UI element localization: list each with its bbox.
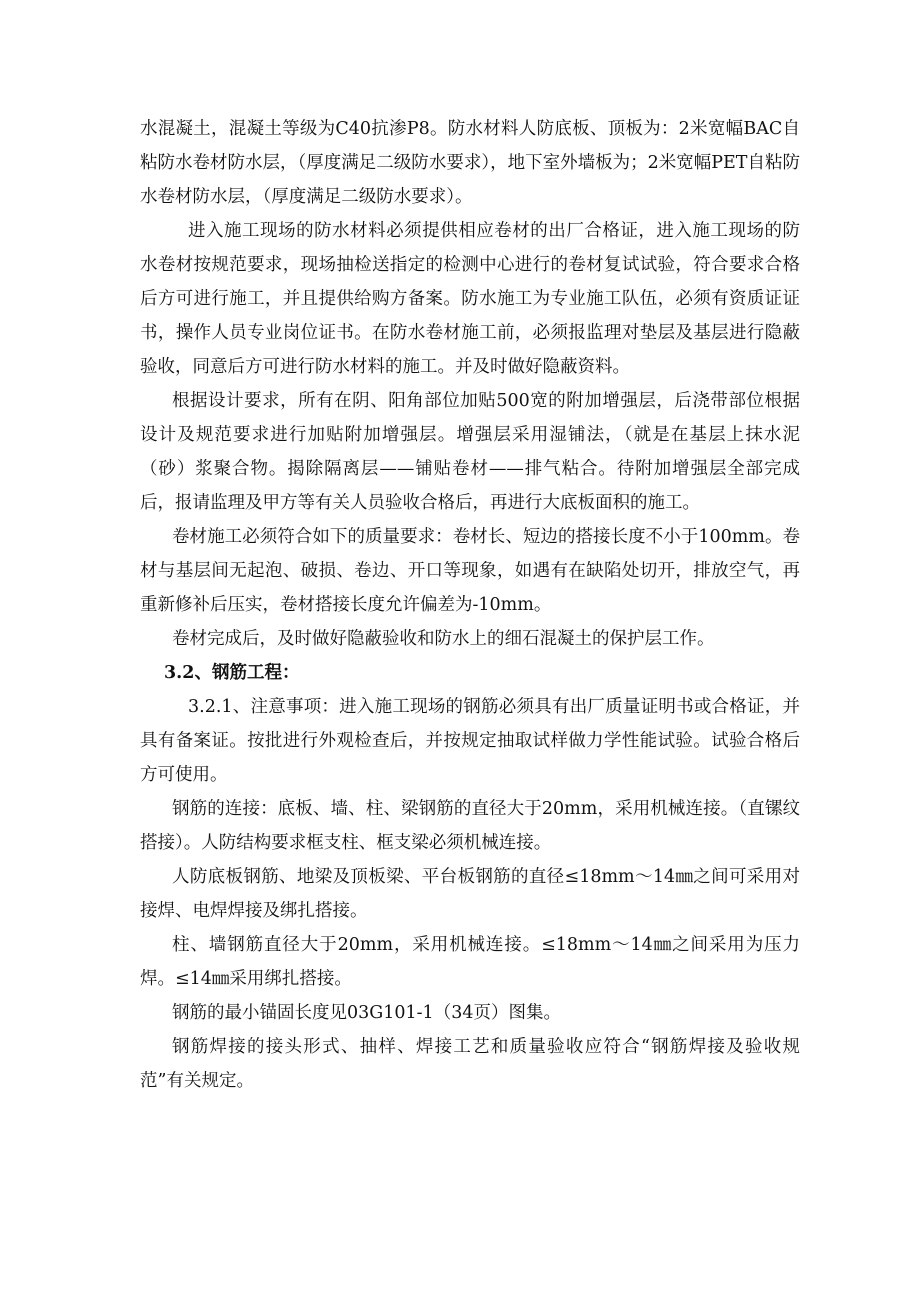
paragraph-quality-requirements: 卷材施工必须符合如下的质量要求：卷材长、短边的搭接长度不小于100mm。卷材与基层间无起泡、破损、卷边、开口等现象，如遇有在缺陷处切开，排放空气，再重新修补后压实，卷材搭接长度允许偏差为-10mm。: [140, 527, 800, 615]
paragraph-material-inspection: 进入施工现场的防水材料必须提供相应卷材的出厂合格证，进入施工现场的防水卷材按规范要求，现场抽检送指定的检测中心进行的卷材复试试验，符合要求合格后方可进行施工，并且提供给购方备案。防水施工为专业施工队伍，必须有资质证证书，操作人员专业岗位证书。在防水卷材施工前，必须报监理对垫层及基层进行隐蔽验收，同意后方可进行防水材料的施工。并及时做好隐蔽资料。: [140, 221, 800, 377]
paragraph-anchorage-length: 钢筋的最小锚固长度见03G101-1（34页）图集。: [172, 1003, 561, 1023]
paragraph-column-wall-rebar: 柱、墙钢筋直径大于20mm，采用机械连接。≤18mm～14㎜之间采用为压力焊。≤14㎜采用绑扎搭接。: [140, 935, 800, 989]
paragraph-rebar-connection: 钢筋的连接：底板、墙、柱、梁钢筋的直径大于20mm，采用机械连接。（直镙纹搭接）。人防结构要求框支柱、框支梁必须机械连接。: [140, 799, 800, 853]
paragraph-waterproof-materials: 水混凝土，混凝土等级为C40抗渗P8。防水材料人防底板、顶板为：2米宽幅BAC自粘防水卷材防水层，（厚度满足二级防水要求），地下室外墙板为；2米宽幅PET自粘防水卷材防水层，（厚度满足二级防水要求）。: [140, 119, 800, 207]
paragraph-reinforcement-layer: 根据设计要求，所有在阴、阳角部位加贴500宽的附加增强层，后浇带部位根据设计及规范要求进行加贴附加增强层。增强层采用湿铺法，（就是在基层上抹水泥（砂）浆聚合物。揭除隔离层——铺贴卷材——排气粘合。待附加增强层全部完成后，报请监理及甲方等有关人员验收合格后，再进行大底板面积的施工。: [140, 391, 800, 513]
paragraph-welding-joints: 钢筋焊接的接头形式、抽样、焊接工艺和质量验收应符合“钢筋焊接及验收规范”有关规定。: [140, 1037, 800, 1091]
section-heading-rebar: 3.2、钢筋工程：: [164, 663, 300, 683]
paragraph-precautions: 3.2.1、注意事项：进入施工现场的钢筋必须具有出厂质量证明书或合格证，并具有备案证。按批进行外观检查后，并按规定抽取试样做力学性能试验。试验合格后方可使用。: [140, 697, 800, 785]
paragraph-concealed-acceptance: 卷材完成后，及时做好隐蔽验收和防水上的细石混凝土的保护层工作。: [172, 629, 715, 649]
document-body: [140, 112, 800, 1098]
paragraph-civil-defense-rebar: 人防底板钢筋、地梁及顶板梁、平台板钢筋的直径≤18mm～14㎜之间可采用对接焊、电焊焊接及绑扎搭接。: [140, 867, 800, 921]
